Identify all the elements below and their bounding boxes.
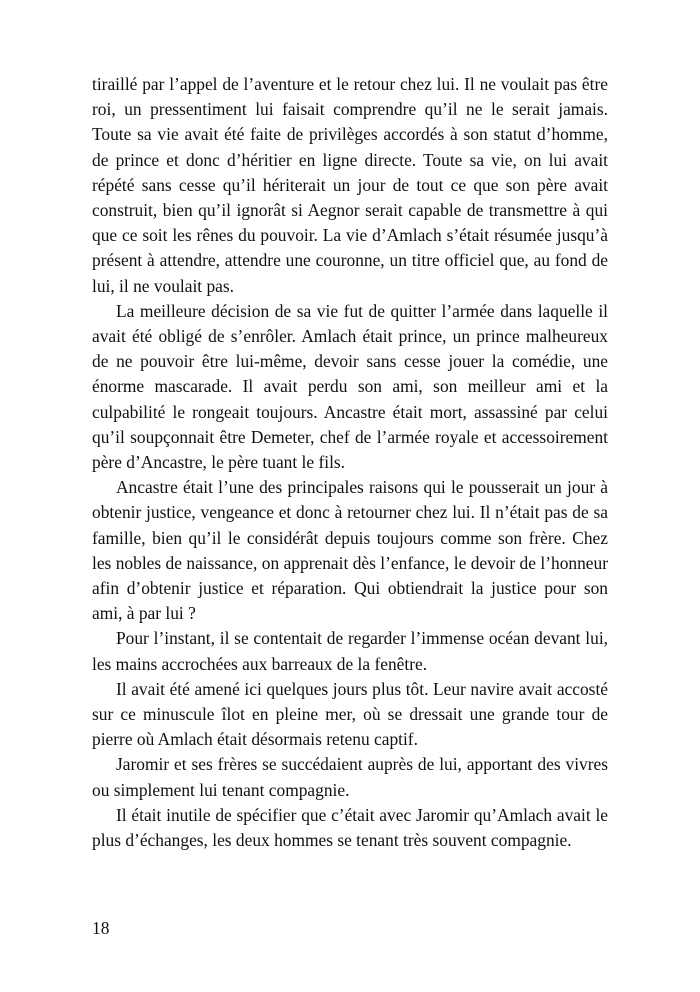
paragraph-5: Il avait été amené ici quelques jours plus tôt. Leur navire avait accosté sur ce minuscule îlot en pleine mer, où se dressait une grande tour de pierre où Amlach était désormais retenu captif. xyxy=(92,678,608,750)
paragraph-4: Pour l’instant, il se contentait de regarder l’immense océan devant lui, les mains accrochées aux barreaux de la fenêtre. xyxy=(92,628,608,674)
paragraph-7: Il était inutile de spécifier que c’était avec Jaromir qu’Amlach avait le plus d’échanges, les deux hommes se tenant très souvent compagnie. xyxy=(92,804,608,851)
page-body-text xyxy=(92,72,608,853)
page-number: 18 xyxy=(92,918,110,938)
paragraph-3: Ancastre était l’une des principales raisons qui le pousserait un jour à obtenir justice, vengeance et donc à retourner chez lui. Il n’était pas de sa famille, bien qu’il le considérât depuis toujours comme son frère. Chez les nobles de naissance, on apprenait dès l’enfance, le devoir de l’honneur afin d’obtenir justice et réparation. Qui obtiendrait la justice pour son ami, à par lui ? xyxy=(92,477,608,624)
paragraph-1: tiraillé par l’appel de l’aventure et le retour chez lui. Il ne voulait pas être roi, un pressentiment lui faisait comprendre qu’il ne le serait jamais. Toute sa vie avait été faite de privilèges accordés à son statut d’homme, de prince et donc d’héritier en ligne directe. Toute sa vie, on lui avait répété sans cesse qu’il hériterait un jour de tout ce que son père avait construit, bien qu’il ignorât si Aegnor serait capable de transmettre à qui que ce soit les rênes du pouvoir. La vie d’Amlach s’était résumée jusqu’à présent à attendre, attendre une couronne, un titre officiel que, au fond de lui, il ne voulait pas. xyxy=(92,74,608,296)
paragraph-2: La meilleure décision de sa vie fut de quitter l’armée dans laquelle il avait été obligé de s’enrôler. Amlach était prince, un prince malheureux de ne pouvoir être lui-même, devoir sans cesse jouer la comédie, une énorme mascarade. Il avait perdu son ami, son meilleur ami et la culpabilité le rongeait toujours. Ancastre était mort, assassiné par celui qu’il soupçonnait être Demeter, chef de l’armée royale et accessoirement père d’Ancastre, le père tuant le fils. xyxy=(92,300,608,473)
paragraph-6: Jaromir et ses frères se succédaient auprès de lui, apportant des vivres ou simplement lui tenant compagnie. xyxy=(92,754,608,800)
